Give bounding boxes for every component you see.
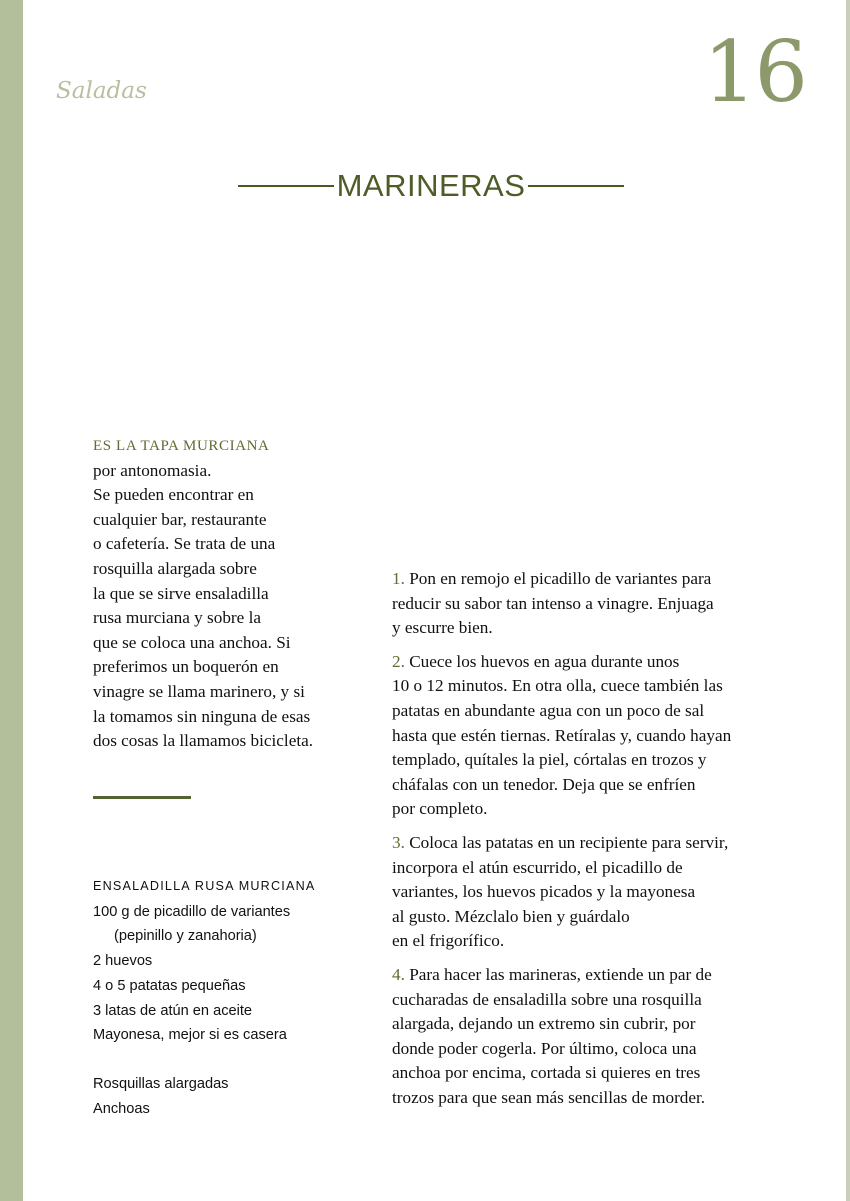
- intro-line: vinagre se llama marinero, y si: [93, 681, 305, 701]
- step-line: patatas en abundante agua con un poco de sal: [392, 700, 705, 720]
- step-line: al gusto. Mézclalo bien y guárdalo: [392, 906, 630, 926]
- step-line: [392, 650, 772, 675]
- step-line: en el frigorífico.: [392, 931, 505, 951]
- ingredients-list: [93, 874, 393, 1121]
- recipe-number: 16: [703, 23, 806, 121]
- step-line: incorpora el atún escurrido, el picadillo de: [392, 857, 683, 877]
- ingredients-title: ENSALADILLA RUSA MURCIANA: [93, 879, 316, 893]
- step-number: 2.: [392, 651, 405, 671]
- step-line: reducir su sabor tan intenso a vinagre. Enjuaga: [392, 593, 714, 613]
- title-rule-left: [238, 185, 334, 187]
- step-text: Cuece los huevos en agua durante unos: [409, 651, 680, 671]
- step-text: Coloca las patatas en un recipiente para servir,: [409, 832, 729, 852]
- step-line: [392, 963, 772, 988]
- recipe-title-block: [238, 168, 624, 204]
- step-number: 3.: [392, 832, 405, 852]
- step-line: trozos para que sean más sencillas de morder.: [392, 1087, 706, 1107]
- ingredient-item: Mayonesa, mejor si es casera: [93, 1027, 287, 1044]
- ingredient-item: 2 huevos: [93, 953, 153, 970]
- section-divider: [93, 796, 191, 799]
- intro-line: rusa murciana y sobre la: [93, 608, 261, 628]
- step-line: donde poder cogerla. Por último, coloca una: [392, 1038, 697, 1058]
- intro-line: por antonomasia.: [93, 460, 212, 480]
- ingredient-item: Rosquillas alargadas: [93, 1075, 229, 1092]
- step-line: anchoa por encima, cortada si quieres en tres: [392, 1063, 701, 1083]
- step-line: hasta que estén tiernas. Retíralas y, cuando hayan: [392, 725, 732, 745]
- step-line: cháfalas con un tenedor. Deja que se enfríen: [392, 774, 696, 794]
- ingredient-item: 4 o 5 patatas pequeñas: [93, 977, 246, 994]
- ingredient-item: Anchoas: [93, 1100, 150, 1117]
- intro-line: la tomamos sin ninguna de esas: [93, 706, 311, 726]
- title-rule-right: [528, 185, 624, 187]
- intro-line: la que se sirve ensaladilla: [93, 583, 269, 603]
- step-line: [392, 567, 772, 592]
- intro-text: [93, 434, 363, 754]
- ingredient-item: 100 g de picadillo de variantes: [93, 903, 291, 920]
- intro-line: que se coloca una anchoa. Si: [93, 632, 291, 652]
- intro-line: preferimos un boquerón en: [93, 657, 279, 677]
- step-4: [392, 963, 772, 1111]
- step-line: 10 o 12 minutos. En otra olla, cuece también las: [392, 676, 723, 696]
- step-2: [392, 650, 772, 822]
- intro-line: cualquier bar, restaurante: [93, 509, 267, 529]
- step-line: por completo.: [392, 799, 488, 819]
- intro-line: rosquilla alargada sobre: [93, 558, 257, 578]
- step-text: Para hacer las marineras, extiende un par de: [409, 964, 712, 984]
- page-edge: [846, 0, 850, 1201]
- instructions: [392, 567, 772, 1119]
- step-number: 4.: [392, 964, 405, 984]
- page-side-band: [0, 0, 23, 1201]
- intro-heading: ES LA TAPA MURCIANA: [93, 438, 270, 454]
- recipe-title: MARINERAS: [336, 168, 526, 203]
- step-number: 1.: [392, 569, 405, 588]
- step-line: templado, quítales la piel, córtalas en trozos y: [392, 750, 707, 770]
- intro-line: o cafetería. Se trata de una: [93, 534, 276, 554]
- intro-line: dos cosas la llamamos bicicleta.: [93, 731, 314, 751]
- step-line: variantes, los huevos picados y la mayonesa: [392, 882, 696, 902]
- ingredient-item: 3 latas de atún en aceite: [93, 1002, 253, 1019]
- ingredient-item: (pepinillo y zanahoria): [114, 928, 257, 945]
- ingredient-gap: [93, 1048, 393, 1072]
- step-line: cucharadas de ensaladilla sobre una rosquilla: [392, 989, 702, 1009]
- step-line: alargada, dejando un extremo sin cubrir, por: [392, 1014, 696, 1034]
- step-line: y escurre bien.: [392, 618, 493, 638]
- step-line: [392, 831, 772, 856]
- step-1: [392, 567, 772, 641]
- step-text: Pon en remojo el picadillo de variantes para: [409, 569, 712, 588]
- section-label: Saladas: [56, 78, 147, 104]
- intro-line: Se pueden encontrar en: [93, 485, 254, 505]
- step-3: [392, 831, 772, 954]
